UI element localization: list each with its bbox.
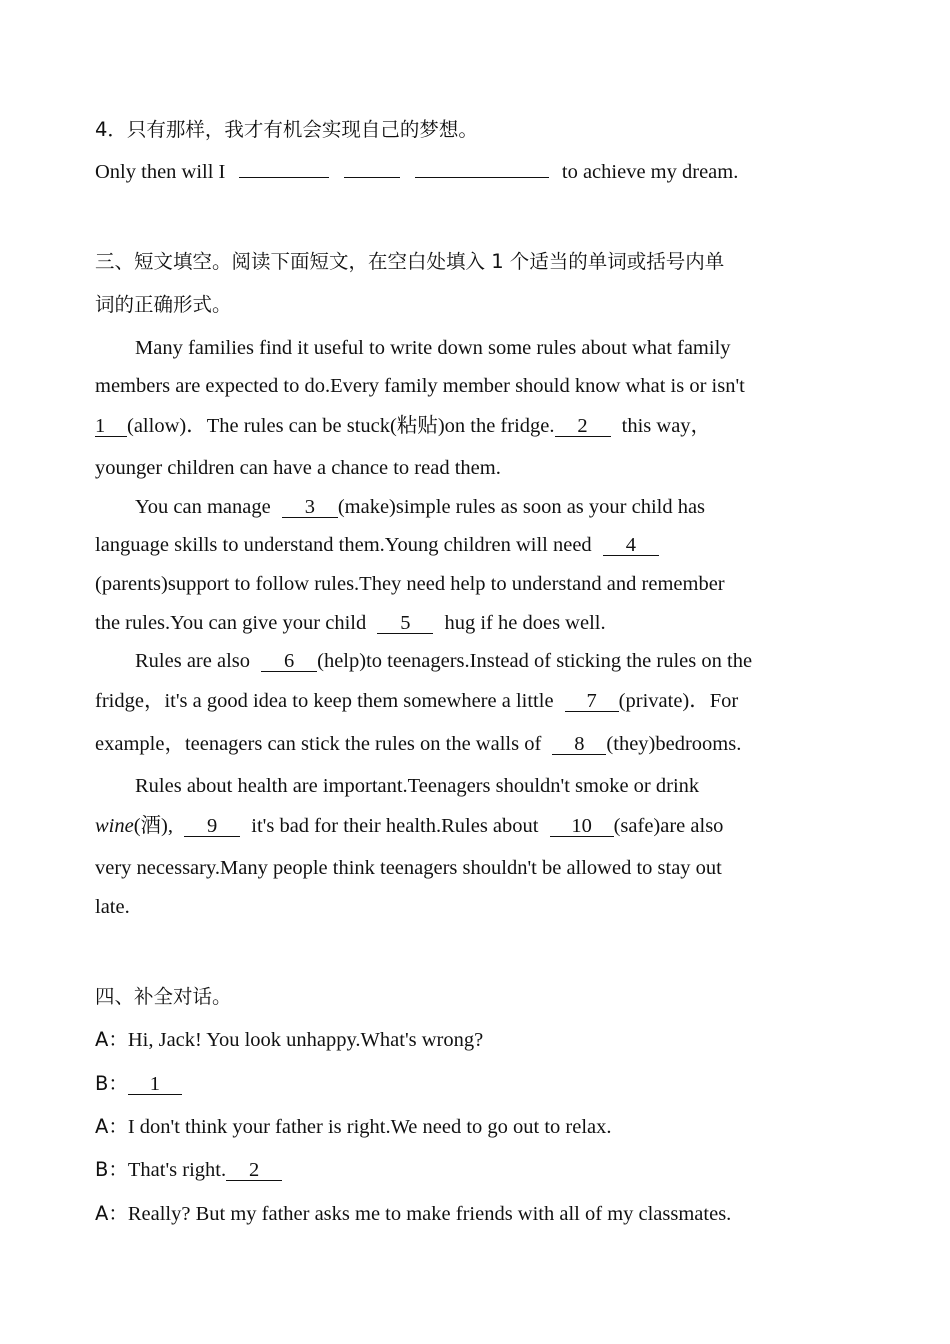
- blank-10[interactable]: 10: [550, 816, 614, 837]
- q4-sentence-end: to achieve my dream.: [561, 161, 739, 183]
- section3-title-line1: 三、短文填空。阅读下面短文，在空白处填入 1 个适当的单词或括号内单: [95, 250, 725, 273]
- blank-8[interactable]: 8: [552, 734, 606, 755]
- p4-line1: Rules about health are important.Teenagers shouldn't smoke or drink: [135, 775, 700, 797]
- q4-prompt: 4．只有那样，我才有机会实现自己的梦想。: [95, 118, 478, 141]
- q4-blank-3[interactable]: [415, 177, 549, 178]
- q4-blank-2[interactable]: [344, 177, 400, 178]
- q4-sentence: [95, 159, 738, 185]
- p3-line2-b: (private)．For: [618, 690, 739, 712]
- p3-line1: [135, 648, 752, 674]
- p3-line2-a: fridge，it's a good idea to keep them somewhere a little: [95, 690, 554, 712]
- blank-3[interactable]: 3: [282, 497, 338, 518]
- dialogue-text: I don't think your father is right.We need to go out to relax.: [127, 1116, 612, 1138]
- p2-line2-a: language skills to understand them.Young children will need: [95, 534, 592, 556]
- blank-7[interactable]: 7: [565, 691, 619, 712]
- p4-line3: very necessary.Many people think teenagers shouldn't be allowed to stay out: [95, 857, 722, 879]
- blank-2[interactable]: 2: [555, 416, 611, 437]
- q4-sentence-start: Only then will I: [95, 161, 226, 183]
- p2-line1: [135, 494, 705, 520]
- dialogue-line-1: [95, 1027, 483, 1053]
- dialogue-line-3: [95, 1114, 612, 1140]
- speaker-a: A：: [95, 1202, 128, 1225]
- p1-line4: younger children can have a chance to read them.: [95, 457, 501, 479]
- p1-line3-a: (allow)．The rules can be stuck(粘贴)on the fridge.: [127, 415, 555, 437]
- p4-line2: [95, 813, 723, 839]
- p1-line1: Many families find it useful to write down some rules about what family: [135, 337, 731, 359]
- p4-italic-word: wine: [95, 815, 134, 837]
- p1-line3: [95, 413, 711, 439]
- dialogue-line-4: [95, 1157, 282, 1183]
- blank-1[interactable]: 1: [95, 416, 127, 437]
- p2-line4: [95, 610, 606, 636]
- p1-line2: members are expected to do.Every family member should know what is or isn't: [95, 375, 745, 397]
- dialogue-blank-1[interactable]: 1: [128, 1074, 182, 1095]
- p4-line4: late.: [95, 896, 130, 918]
- p4-line2-c: (safe)are also: [613, 815, 724, 837]
- p1-line3-b: this way，: [621, 415, 712, 437]
- speaker-a: A：: [95, 1028, 128, 1051]
- p2-line4-a: the rules.You can give your child: [95, 612, 367, 634]
- p3-line1-b: (help)to teenagers.Instead of sticking the rules on the: [317, 650, 753, 672]
- p4-line2-b: it's bad for their health.Rules about: [251, 815, 539, 837]
- blank-6[interactable]: 6: [261, 651, 317, 672]
- q4-blank-1[interactable]: [239, 177, 329, 178]
- p2-line4-b: hug if he does well.: [444, 612, 606, 634]
- p3-line3: [95, 731, 741, 757]
- blank-4[interactable]: 4: [603, 535, 659, 556]
- p3-line3-b: (they)bedrooms.: [606, 733, 742, 755]
- p3-line2: [95, 688, 738, 714]
- blank-5[interactable]: 5: [377, 613, 433, 634]
- p2-line1-a: You can manage: [135, 496, 271, 518]
- speaker-b: B：: [95, 1072, 128, 1095]
- speaker-a: A：: [95, 1115, 128, 1138]
- p2-line1-b: (make)simple rules as soon as your child has: [337, 496, 706, 518]
- p3-line3-a: example，teenagers can stick the rules on the walls of: [95, 733, 542, 755]
- speaker-b: B：: [95, 1158, 128, 1181]
- dialogue-line-2: [95, 1071, 182, 1097]
- p2-line2: [95, 532, 659, 558]
- dialogue-text: Hi, Jack! You look unhappy.What's wrong?: [127, 1029, 484, 1051]
- p3-line1-a: Rules are also: [135, 650, 250, 672]
- blank-9[interactable]: 9: [184, 816, 240, 837]
- p2-line3: (parents)support to follow rules.They need help to understand and remember: [95, 573, 725, 595]
- section4-title: 四、补全对话。: [95, 985, 232, 1008]
- dialogue-line-5: [95, 1201, 731, 1227]
- dialogue-text: That's right.: [127, 1159, 227, 1181]
- p4-line2-a: (酒),: [133, 815, 173, 837]
- dialogue-blank-2[interactable]: 2: [226, 1160, 282, 1181]
- dialogue-text: Really? But my father asks me to make friends with all of my classmates.: [127, 1203, 732, 1225]
- section3-title-line2: 词的正确形式。: [95, 293, 232, 316]
